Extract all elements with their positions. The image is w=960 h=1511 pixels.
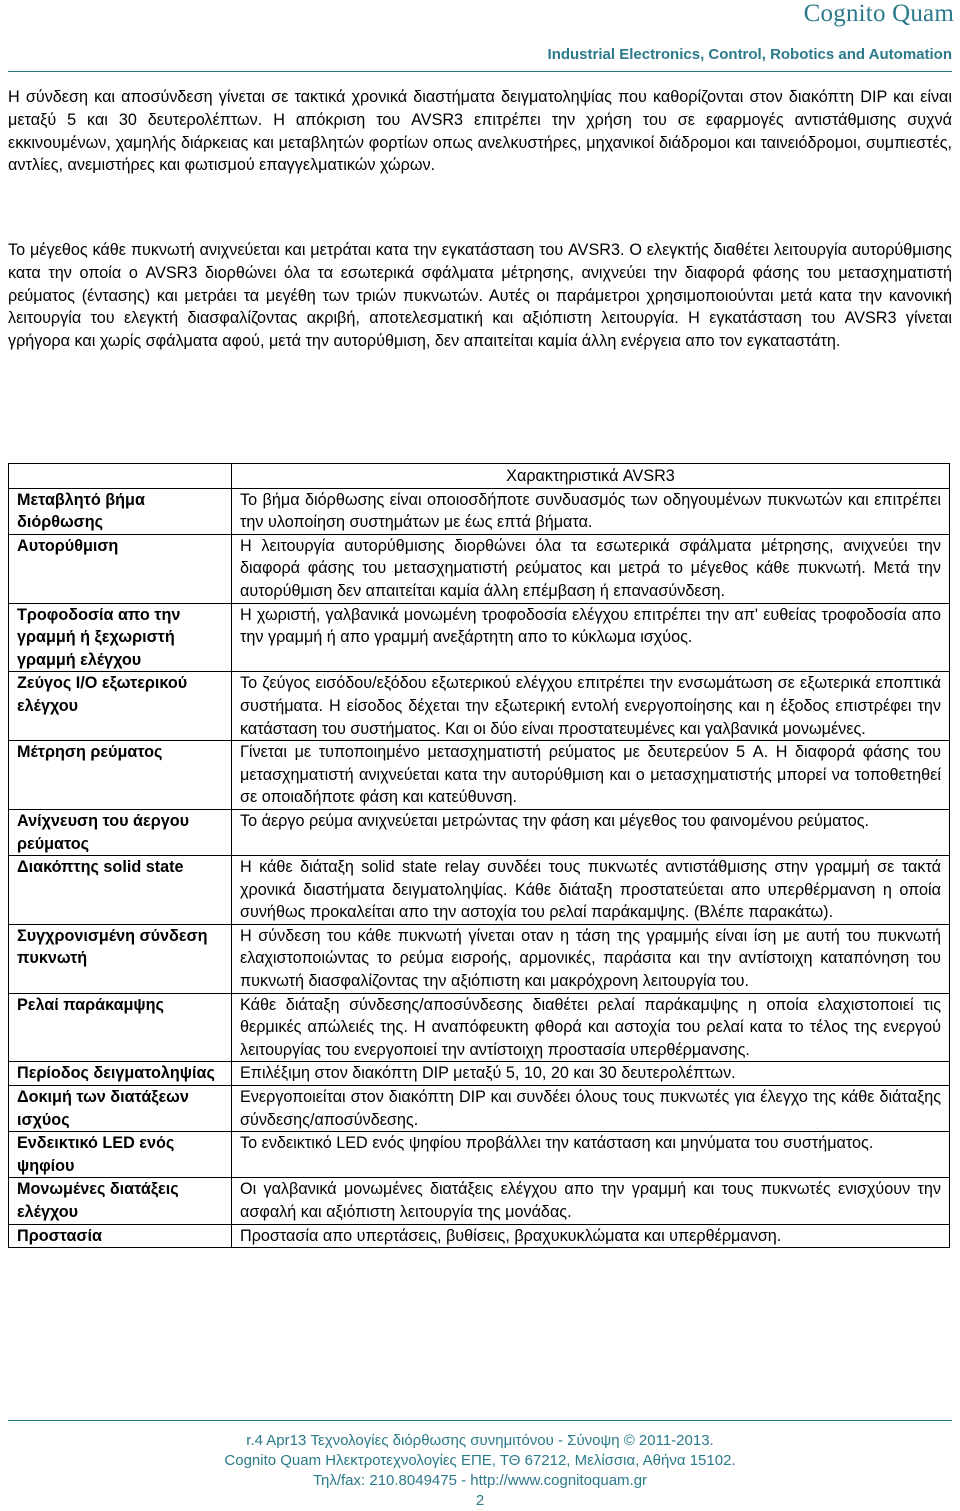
brand-name: Cognito Quam: [803, 0, 954, 27]
feature-description: Το ενδεικτικό LED ενός ψηφίου προβάλλει την κατάσταση και μηνύματα του συστήματος.: [232, 1132, 950, 1178]
feature-description: Κάθε διάταξη σύνδεσης/αποσύνδεσης διαθέτει ρελαί παράκαμψης η οποία ελαχιστοποιεί τις θερμικές απώλειές της. Η αναπόφευκτη φθορά και αστοχία του ρελαί κατα το τέλος της ενεργού λειτουργίας του ενεργοποιεί την αντίστοιχη προστασία υπερθέρμανσης.: [232, 993, 950, 1062]
table-row: [9, 809, 950, 855]
feature-description: Ενεργοποιείται στον διακόπτη DIP και συνδέει όλους τους πυκνωτές για έλεγχο της κάθε διάταξης σύνδεσης/αποσύνδεσης.: [232, 1086, 950, 1132]
brand-tagline: Industrial Electronics, Control, Robotics and Automation: [547, 46, 952, 63]
table-row: [9, 488, 950, 534]
feature-label: Δοκιμή των διατάξεων ισχύος: [9, 1086, 232, 1132]
page-number: 2: [475, 1492, 485, 1509]
table-row: [9, 924, 950, 993]
features-table: [8, 463, 950, 1248]
feature-description: Προστασία απο υπερτάσεις, βυθίσεις, βραχυκυκλώματα και υπερθέρμανση.: [232, 1224, 950, 1248]
feature-description: Το ζεύγος εισόδου/εξόδου εξωτερικού ελέγχου επιτρέπει την ενσωμάτωση σε εξωτερικά εποπτικά συστήματα. Η είσοδος δέχεται την εξωτερική εντολή ενεργοποίησης και η έξοδος επιστρέφει την κατάσταση του συστήματος. Και οι δύο είναι προστατευμένες και γαλβανικά μονωμένες.: [232, 672, 950, 741]
feature-description: Το βήμα διόρθωσης είναι οποιοσδήποτε συνδυασμός των οδηγουμένων πυκνωτών και επιτρέπει την υλοποίηση συστημάτων με έως επτά βήματα.: [232, 488, 950, 534]
feature-label: Μέτρηση ρεύματος: [9, 741, 232, 810]
footer-contact: Τηλ/fax: 210.8049475 - http://www.cognitoquam.gr: [312, 1472, 648, 1489]
footer-divider: [8, 1420, 952, 1421]
feature-label: Ρελαί παράκαμψης: [9, 993, 232, 1062]
feature-description: Το άεργο ρεύμα ανιχνεύεται μετρώντας την φάση και μέγεθος του φαινομένου ρεύματος.: [232, 809, 950, 855]
feature-label: Μονωμένες διατάξεις ελέγχου: [9, 1178, 232, 1224]
feature-label: Διακόπτης solid state: [9, 856, 232, 925]
feature-description: Η σύνδεση του κάθε πυκνωτή γίνεται οταν η τάση της γραμμής είναι ίση με αυτή του πυκνωτή ελαχιστοποιώντας το ρεύμα εισροής, αρμονικές, παράσιτα και την αντίστοιχη καταπόνηση του πυκνωτή διασφαλίζοντας την αξιόπιστη και μακρόχρονη λειτουργία του.: [232, 924, 950, 993]
table-row: [9, 1224, 950, 1248]
footer-revision: r.4 Apr13 Τεχνολογίες διόρθωσης συνημιτόνου - Σύνοψη © 2011-2013.: [246, 1432, 714, 1449]
feature-description: Η χωριστή, γαλβανικά μονωμένη τροφοδοσία ελέγχου επιτρέπει την απ' ευθείας τροφοδοσία απο την γραμμή ή απο γραμμή ανεξάρτητη απο το κύκλωμα ισχύος.: [232, 603, 950, 672]
table-title: Χαρακτηριστικά AVSR3: [232, 464, 950, 489]
table-row: [9, 672, 950, 741]
header-divider: [8, 71, 952, 72]
feature-label: Ανίχνευση του άεργου ρεύματος: [9, 809, 232, 855]
table-row: [9, 1132, 950, 1178]
footer-company-address: Cognito Quam Ηλεκτροτεχνολογίες ΕΠΕ, ΤΘ 67212, Μελίσσια, Αθήνα 15102.: [224, 1452, 736, 1469]
autotune-paragraph: Το μέγεθος κάθε πυκνωτή ανιχνεύεται και μετράται κατα την εγκατάσταση του AVSR3. Ο ελεγκτής διαθέτει λειτουργία αυτορύθμισης κατα την οποία ο AVSR3 διορθώνει όλα τα εσωτερικά σφάλματα μέτρησης, ανιχνεύει την διαφορά φάσης του μετασχηματιστή ρεύματος (έντασης) και μετράει τα μεγέθη των τριών πυκνωτών. Αυτές οι παράμετροι χρησιμοποιούνται μετά κατα την κανονική λειτουργία του ελεγκτή διασφαλίζοντας ακριβή, αποτελεσματική και αξιόπιστη λειτουργία. Η εγκατάσταση του AVSR3 γίνεται γρήγορα και χωρίς σφάλματα αφού, μετά την αυτορύθμιση, δεν απαιτείται καμία άλλη ενέργεια απο τον εγκαταστάτη.: [8, 241, 952, 351]
feature-description: Επιλέξιμη στον διακόπτη DIP μεταξύ 5, 10, 20 και 30 δευτερολέπτων.: [232, 1062, 950, 1086]
feature-description: Η κάθε διάταξη solid state relay συνδέει τους πυκνωτές αντιστάθμισης στην γραμμή σε τακτά χρονικά διαστήματα δειγματοληψίας. Κάθε διάταξη προστατεύεται απο υπερθέρμανση η οποία συνήθως προκαλείται απο την αστοχία του ρελαί παράκαμψης. (Βλέπε παρακάτω).: [232, 856, 950, 925]
feature-label: Μεταβλητό βήμα διόρθωσης: [9, 488, 232, 534]
table-row: [9, 741, 950, 810]
feature-label: Τροφοδοσία απο την γραμμή ή ξεχωριστή γραμμή ελέγχου: [9, 603, 232, 672]
table-row: [9, 603, 950, 672]
feature-description: Γίνεται με τυποποιημένο μετασχηματιστή ρεύματος με δευτερεύον 5 A. Η διαφορά φάσης του μετασχηματιστή ανιχνεύεται κατα την αυτορύθμιση και ο μετασχηματιστής μπορεί να τοποθετηθεί σε οποιαδήποτε φάση και κατεύθυνση.: [232, 741, 950, 810]
feature-label: Ενδεικτικό LED ενός ψηφίου: [9, 1132, 232, 1178]
feature-description: Η λειτουργία αυτορύθμισης διορθώνει όλα τα εσωτερικά σφάλματα μέτρησης, ανιχνεύει την διαφορά φάσης του μετασχηματιστή ρεύματος και μετρά το μέγεθος κάθε πυκνωτή. Μετά την αυτορύθμιση δεν απαιτείται καμία άλλη επέμβαση ή επανασύνδεση.: [232, 534, 950, 603]
feature-label: Ζεύγος I/O εξωτερικού ελέγχου: [9, 672, 232, 741]
table-row: [9, 1178, 950, 1224]
table-row: [9, 1062, 950, 1086]
table-header-blank-cell: [9, 464, 232, 489]
table-row: [9, 534, 950, 603]
feature-label: Περίοδος δειγματοληψίας: [9, 1062, 232, 1086]
table-header-row: [9, 464, 950, 489]
feature-label: Συγχρονισμένη σύνδεση πυκνωτή: [9, 924, 232, 993]
feature-description: Οι γαλβανικά μονωμένες διατάξεις ελέγχου απο την γραμμή και τους πυκνωτές ενισχύουν την ασφαλή και αξιόπιστη λειτουργία της μονάδας.: [232, 1178, 950, 1224]
table-row: [9, 993, 950, 1062]
feature-label: Προστασία: [9, 1224, 232, 1248]
table-row: [9, 1086, 950, 1132]
table-row: [9, 856, 950, 925]
feature-label: Αυτορύθμιση: [9, 534, 232, 603]
intro-paragraph: Η σύνδεση και αποσύνδεση γίνεται σε τακτικά χρονικά διαστήματα δειγματοληψίας που καθορίζονται στον διακόπτη DIP και είναι μεταξύ 5 και 30 δευτερολέπτων. Η απόκριση του AVSR3 επιτρέπει την χρήση του σε εφαρμογές αντιστάθμισης συχνά εκκινουμένων, χαμηλής διάρκειας και μεταβλητών φορτίων οπως ανελκυστήρες, μηχανικοί διάδρομοι και ταινειόδρομοι, συμπιεστές, αντλίες, ανεμιστήρες και φωτισμού επαγγελματικών χώρων.: [8, 88, 952, 175]
